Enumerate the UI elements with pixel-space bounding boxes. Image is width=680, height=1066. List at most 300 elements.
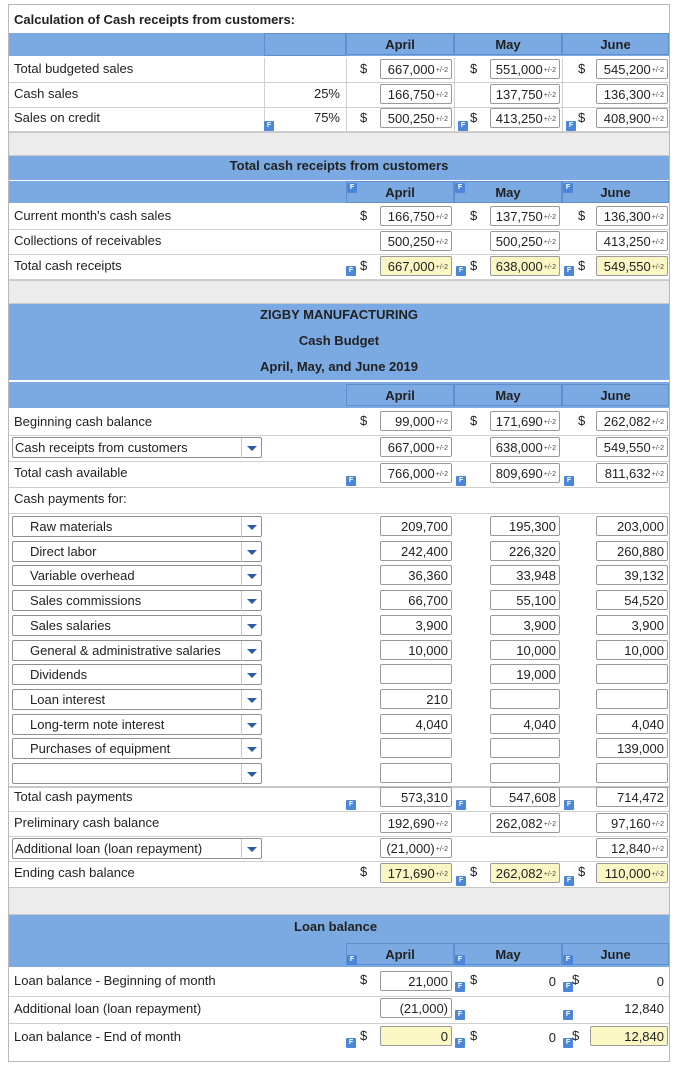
tolerance-indicator: +/-2 <box>543 92 556 100</box>
loan-value: 0 <box>548 974 556 989</box>
row-label: Collections of receivables <box>14 233 162 248</box>
amount-input[interactable] <box>596 838 668 858</box>
month-header-june: June <box>562 181 669 203</box>
payment-amount-input[interactable] <box>596 738 668 758</box>
tolerance-indicator: +/-2 <box>435 264 448 272</box>
amount-input[interactable] <box>596 206 668 226</box>
amount-input[interactable] <box>380 231 452 251</box>
payment-amount-input[interactable] <box>596 516 668 536</box>
amount-input[interactable] <box>490 787 560 807</box>
row-label: Total budgeted sales <box>14 61 134 76</box>
chevron-down-icon[interactable] <box>241 839 261 859</box>
tolerance-indicator: +/-2 <box>543 264 556 272</box>
currency-symbol: $ <box>572 1028 580 1043</box>
payment-amount-input[interactable] <box>380 689 452 709</box>
tolerance-indicator: +/-2 <box>651 445 664 453</box>
payment-category-select[interactable] <box>12 565 262 586</box>
amount-value: 226,320 <box>509 544 556 559</box>
formula-icon: F <box>563 982 573 992</box>
row-label-payments-for: Cash payments for: <box>14 491 127 506</box>
currency-symbol: $ <box>470 258 478 273</box>
amount-input[interactable] <box>380 813 452 833</box>
amount-input[interactable] <box>380 206 452 226</box>
amount-value: 171,690 <box>495 414 543 429</box>
column-divider <box>562 58 563 82</box>
amount-input[interactable] <box>380 108 452 128</box>
tolerance-indicator: +/-2 <box>543 871 556 879</box>
amount-input[interactable] <box>596 108 668 128</box>
company-name: ZIGBY MANUFACTURING <box>260 307 418 322</box>
amount-input[interactable] <box>490 84 560 104</box>
amount-value: 667,000 <box>387 440 435 455</box>
formula-icon: F <box>456 266 466 276</box>
formula-icon: F <box>563 183 573 193</box>
chevron-down-icon[interactable] <box>241 715 261 735</box>
tolerance-indicator: +/-2 <box>651 214 664 222</box>
amount-input[interactable] <box>596 59 668 79</box>
payment-amount-input[interactable] <box>596 640 668 660</box>
payment-amount-input[interactable] <box>490 615 560 635</box>
receipts-select[interactable] <box>12 437 262 458</box>
payment-amount-input[interactable] <box>490 640 560 660</box>
select-label: Long-term note interest <box>30 717 165 732</box>
amount-input[interactable] <box>596 231 668 251</box>
amount-value: 262,082 <box>495 816 543 831</box>
row-label: Cash sales <box>14 86 79 101</box>
chevron-down-icon[interactable] <box>241 438 261 458</box>
amount-value: 500,250 <box>495 234 543 249</box>
currency-symbol: $ <box>578 110 586 125</box>
amount-value: 0 <box>440 1029 448 1044</box>
row-label: Current month's cash sales <box>14 208 172 223</box>
statement-period: April, May, and June 2019 <box>260 359 418 374</box>
payment-amount-input[interactable] <box>596 714 668 734</box>
amount-value: 97,160 <box>610 816 651 831</box>
amount-value: 137,750 <box>495 87 543 102</box>
amount-value: 809,690 <box>495 466 543 481</box>
amount-value: 500,250 <box>387 234 435 249</box>
amount-input[interactable] <box>380 256 452 276</box>
amount-value: 110,000 <box>604 866 651 881</box>
payment-amount-input[interactable] <box>380 541 452 561</box>
month-header-may: May <box>454 943 562 965</box>
currency-symbol: $ <box>578 258 586 273</box>
amount-input[interactable] <box>596 84 668 104</box>
amount-value: 66,700 <box>408 593 448 608</box>
tolerance-indicator: +/-2 <box>543 821 556 829</box>
select-label: General & administrative salaries <box>30 643 221 658</box>
tolerance-indicator: +/-2 <box>651 419 664 427</box>
amount-input[interactable] <box>596 256 668 276</box>
amount-value: 12,840 <box>610 841 651 856</box>
tolerance-indicator: +/-2 <box>435 92 448 100</box>
currency-symbol: $ <box>578 864 586 879</box>
amount-value: 714,472 <box>617 790 664 805</box>
month-header-may: May <box>454 33 562 55</box>
payment-amount-input[interactable] <box>490 565 560 585</box>
payment-amount-input[interactable] <box>596 763 668 783</box>
amount-value: 262,082 <box>495 866 543 881</box>
chevron-down-icon[interactable] <box>241 690 261 710</box>
row-divider <box>9 82 669 83</box>
amount-value: 667,000 <box>387 62 435 77</box>
formula-icon: F <box>564 876 574 886</box>
currency-symbol: $ <box>470 972 478 987</box>
formula-icon: F <box>563 1038 573 1048</box>
amount-value: 4,040 <box>415 717 448 732</box>
loan-value: 12,840 <box>624 1001 664 1016</box>
currency-symbol: $ <box>360 258 368 273</box>
month-header-april: April <box>346 943 454 965</box>
currency-symbol: $ <box>470 110 478 125</box>
row-label-beginning-cash: Beginning cash balance <box>14 414 153 429</box>
page-title: Calculation of Cash receipts from customers: <box>14 12 296 27</box>
select-label: Loan interest <box>30 692 106 707</box>
payment-category-select[interactable] <box>12 763 262 784</box>
amount-value: 10,000 <box>408 643 448 658</box>
amount-value: 573,310 <box>401 790 448 805</box>
row-divider <box>9 836 669 837</box>
chevron-down-icon[interactable] <box>241 616 261 636</box>
currency-symbol: $ <box>360 413 368 428</box>
percent-value: 75% <box>313 110 340 125</box>
tolerance-indicator: +/-2 <box>543 116 556 124</box>
amount-input[interactable] <box>380 59 452 79</box>
amount-input[interactable] <box>490 411 560 431</box>
amount-value: 4,040 <box>631 717 664 732</box>
select-label: Purchases of equipment <box>30 741 171 756</box>
currency-symbol: $ <box>360 972 368 987</box>
loan-select[interactable] <box>12 838 262 859</box>
currency-symbol: $ <box>360 208 368 223</box>
formula-icon: F <box>563 1010 573 1020</box>
chevron-down-icon[interactable] <box>241 641 261 661</box>
formula-icon: F <box>455 982 465 992</box>
formula-icon: F <box>458 121 468 131</box>
select-label: Variable overhead <box>30 568 135 583</box>
payment-category-select[interactable] <box>12 689 262 710</box>
formula-icon: F <box>347 955 357 965</box>
payment-amount-input[interactable] <box>380 640 452 660</box>
formula-icon: F <box>346 800 356 810</box>
formula-icon: F <box>346 266 356 276</box>
amount-value: 408,900 <box>603 111 651 126</box>
chevron-down-icon[interactable] <box>241 739 261 759</box>
amount-value: 242,400 <box>401 544 448 559</box>
row-label-total-payments: Total cash payments <box>14 789 133 804</box>
tolerance-indicator: +/-2 <box>651 871 664 879</box>
amount-value: 166,750 <box>387 87 435 102</box>
amount-value: 3,900 <box>415 618 448 633</box>
amount-value: 10,000 <box>624 643 664 658</box>
tolerance-indicator: +/-2 <box>651 846 664 854</box>
amount-value: 99,000 <box>394 414 435 429</box>
payment-amount-input[interactable] <box>490 738 560 758</box>
chevron-down-icon[interactable] <box>241 542 261 562</box>
chevron-down-icon[interactable] <box>241 665 261 685</box>
formula-icon: F <box>264 121 274 131</box>
row-label-preliminary: Preliminary cash balance <box>14 815 160 830</box>
payment-category-select[interactable] <box>12 714 262 735</box>
chevron-down-icon[interactable] <box>241 764 261 784</box>
amount-input[interactable] <box>596 813 668 833</box>
amount-input[interactable] <box>596 411 668 431</box>
month-header-april: April <box>346 384 454 406</box>
amount-input[interactable] <box>380 787 452 807</box>
payment-amount-input[interactable] <box>596 615 668 635</box>
tolerance-indicator: +/-2 <box>435 871 448 879</box>
amount-value: 260,880 <box>617 544 664 559</box>
currency-symbol: $ <box>470 61 478 76</box>
amount-input[interactable] <box>490 437 560 457</box>
payment-category-select[interactable] <box>12 590 262 611</box>
select-label: Additional loan (loan repayment) <box>15 841 203 856</box>
amount-input[interactable] <box>490 863 560 883</box>
tolerance-indicator: +/-2 <box>543 239 556 247</box>
amount-value: 638,000 <box>495 259 543 274</box>
select-label: Raw materials <box>30 519 113 534</box>
amount-value: 413,250 <box>495 111 543 126</box>
formula-icon: F <box>456 800 466 810</box>
currency-symbol: $ <box>572 972 580 987</box>
formula-icon: F <box>566 121 576 131</box>
row-label-ending-cash: Ending cash balance <box>14 865 135 880</box>
column-divider <box>562 83 563 107</box>
column-divider <box>454 107 455 131</box>
select-label: Cash receipts from customers <box>15 440 188 455</box>
amount-input[interactable] <box>596 463 668 483</box>
payment-category-select[interactable] <box>12 615 262 636</box>
payment-amount-input[interactable] <box>380 763 452 783</box>
statement-name: Cash Budget <box>298 333 380 348</box>
select-label: Sales salaries <box>30 618 111 633</box>
payment-amount-input[interactable] <box>380 565 452 585</box>
formula-icon: F <box>455 1038 465 1048</box>
row-label-loan-additional: Additional loan (loan repayment) <box>14 1001 202 1016</box>
tolerance-indicator: +/-2 <box>651 471 664 479</box>
amount-input[interactable] <box>380 1026 452 1046</box>
month-header-may: May <box>454 384 562 406</box>
amount-value: 137,750 <box>495 209 543 224</box>
month-header-june: June <box>562 384 669 406</box>
payment-amount-input[interactable] <box>490 763 560 783</box>
amount-value: 12,840 <box>624 1029 664 1044</box>
tolerance-indicator: +/-2 <box>435 214 448 222</box>
chevron-down-icon[interactable] <box>241 591 261 611</box>
row-divider <box>9 1023 669 1024</box>
payment-amount-input[interactable] <box>596 664 668 684</box>
amount-input[interactable] <box>596 863 668 883</box>
amount-input[interactable] <box>380 411 452 431</box>
amount-value: 195,300 <box>509 519 556 534</box>
formula-icon: F <box>564 266 574 276</box>
amount-input[interactable] <box>490 463 560 483</box>
amount-value: 19,000 <box>516 667 556 682</box>
amount-input[interactable] <box>596 437 668 457</box>
amount-input[interactable] <box>380 463 452 483</box>
section-spacer <box>9 280 669 304</box>
chevron-down-icon[interactable] <box>241 517 261 537</box>
amount-input[interactable] <box>490 108 560 128</box>
tolerance-indicator: +/-2 <box>435 239 448 247</box>
amount-value: 3,900 <box>523 618 556 633</box>
select-label: Direct labor <box>30 544 97 559</box>
percent-value: 25% <box>313 86 340 101</box>
payment-amount-input[interactable] <box>380 516 452 536</box>
row-divider <box>9 996 669 997</box>
column-divider <box>454 83 455 107</box>
currency-symbol: $ <box>578 61 586 76</box>
tolerance-indicator: +/-2 <box>435 445 448 453</box>
tolerance-indicator: +/-2 <box>435 846 448 854</box>
amount-value: 55,100 <box>516 593 556 608</box>
payment-category-select[interactable] <box>12 541 262 562</box>
tolerance-indicator: +/-2 <box>543 419 556 427</box>
formula-icon: F <box>455 183 465 193</box>
formula-icon: F <box>347 183 357 193</box>
payment-category-select[interactable] <box>12 516 262 537</box>
payment-amount-input[interactable] <box>596 565 668 585</box>
row-label: Total cash receipts <box>14 258 122 273</box>
amount-value: 210 <box>426 692 448 707</box>
currency-symbol: $ <box>360 61 368 76</box>
month-header-april: April <box>346 181 454 203</box>
payment-amount-input[interactable] <box>490 516 560 536</box>
amount-input[interactable] <box>490 231 560 251</box>
payment-amount-input[interactable] <box>490 541 560 561</box>
amount-input[interactable] <box>380 971 452 991</box>
payment-category-select[interactable] <box>12 664 262 685</box>
amount-value: 10,000 <box>516 643 556 658</box>
amount-input[interactable] <box>380 437 452 457</box>
month-header-june: June <box>562 943 669 965</box>
payment-amount-input[interactable] <box>490 664 560 684</box>
loan-value: 0 <box>656 974 664 989</box>
currency-symbol: $ <box>360 1028 368 1043</box>
select-label: Dividends <box>30 667 88 682</box>
row-divider <box>9 435 669 436</box>
payment-amount-input[interactable] <box>490 689 560 709</box>
amount-value: 638,000 <box>495 440 543 455</box>
payment-amount-input[interactable] <box>596 590 668 610</box>
amount-input[interactable] <box>380 838 452 858</box>
month-header-may: May <box>454 181 562 203</box>
amount-input[interactable] <box>380 84 452 104</box>
section-title: Total cash receipts from customers <box>229 158 449 173</box>
chevron-down-icon[interactable] <box>241 566 261 586</box>
amount-input[interactable] <box>490 813 560 833</box>
amount-input[interactable] <box>490 59 560 79</box>
payment-amount-input[interactable] <box>490 590 560 610</box>
tolerance-indicator: +/-2 <box>651 821 664 829</box>
amount-value: 3,900 <box>631 618 664 633</box>
loan-value: 0 <box>548 1030 556 1045</box>
payment-amount-input[interactable] <box>596 689 668 709</box>
amount-value: 139,000 <box>617 741 664 756</box>
payment-amount-input[interactable] <box>380 615 452 635</box>
tolerance-indicator: +/-2 <box>435 67 448 75</box>
month-header-june: June <box>562 33 669 55</box>
amount-value: 21,000 <box>408 974 448 989</box>
amount-value: 549,550 <box>603 440 651 455</box>
amount-input[interactable] <box>596 787 668 807</box>
tolerance-indicator: +/-2 <box>543 471 556 479</box>
payment-category-select[interactable] <box>12 738 262 759</box>
amount-input[interactable] <box>380 998 452 1018</box>
tolerance-indicator: +/-2 <box>651 67 664 75</box>
amount-input[interactable] <box>590 1026 668 1046</box>
row-label-total-available: Total cash available <box>14 465 128 480</box>
payment-amount-input[interactable] <box>380 590 452 610</box>
amount-input[interactable] <box>380 863 452 883</box>
amount-value: 551,000 <box>495 62 543 77</box>
currency-symbol: $ <box>470 208 478 223</box>
payment-category-select[interactable] <box>12 640 262 661</box>
amount-value: 33,948 <box>516 568 556 583</box>
payment-amount-input[interactable] <box>380 664 452 684</box>
tolerance-indicator: +/-2 <box>435 116 448 124</box>
formula-icon: F <box>563 955 573 965</box>
row-label: Sales on credit <box>14 110 100 125</box>
amount-value: 413,250 <box>603 234 651 249</box>
section-spacer <box>9 132 669 156</box>
formula-icon: F <box>564 800 574 810</box>
amount-value: 136,300 <box>603 87 651 102</box>
amount-value: 171,690 <box>387 866 435 881</box>
formula-icon: F <box>456 476 466 486</box>
amount-input[interactable] <box>490 256 560 276</box>
amount-value: 36,360 <box>408 568 448 583</box>
row-divider <box>9 513 669 514</box>
column-divider <box>454 58 455 82</box>
amount-value: 54,520 <box>624 593 664 608</box>
amount-input[interactable] <box>490 206 560 226</box>
tolerance-indicator: +/-2 <box>435 471 448 479</box>
currency-symbol: $ <box>360 864 368 879</box>
column-divider <box>562 107 563 131</box>
tolerance-indicator: +/-2 <box>651 92 664 100</box>
tolerance-indicator: +/-2 <box>543 67 556 75</box>
currency-symbol: $ <box>578 208 586 223</box>
tolerance-indicator: +/-2 <box>543 214 556 222</box>
select-label: Sales commissions <box>30 593 142 608</box>
amount-value: 209,700 <box>401 519 448 534</box>
currency-symbol: $ <box>470 864 478 879</box>
amount-value: 262,082 <box>603 414 651 429</box>
payment-amount-input[interactable] <box>380 738 452 758</box>
amount-value: 667,000 <box>387 259 435 274</box>
amount-value: 547,608 <box>509 790 556 805</box>
amount-value: 549,550 <box>603 259 651 274</box>
currency-symbol: $ <box>360 110 368 125</box>
currency-symbol: $ <box>578 413 586 428</box>
payment-amount-input[interactable] <box>490 714 560 734</box>
formula-icon: F <box>346 476 356 486</box>
amount-value: 136,300 <box>603 209 651 224</box>
row-label-loan-beginning: Loan balance - Beginning of month <box>14 973 216 988</box>
tolerance-indicator: +/-2 <box>543 445 556 453</box>
payment-amount-input[interactable] <box>596 541 668 561</box>
tolerance-indicator: +/-2 <box>651 264 664 272</box>
column-divider <box>346 58 347 132</box>
amount-value: (21,000) <box>386 841 435 856</box>
amount-value: (21,000) <box>399 1001 448 1016</box>
blank-header <box>264 33 346 56</box>
payment-amount-input[interactable] <box>380 714 452 734</box>
amount-value: 545,200 <box>603 62 651 77</box>
tolerance-indicator: +/-2 <box>435 419 448 427</box>
tolerance-indicator: +/-2 <box>435 821 448 829</box>
